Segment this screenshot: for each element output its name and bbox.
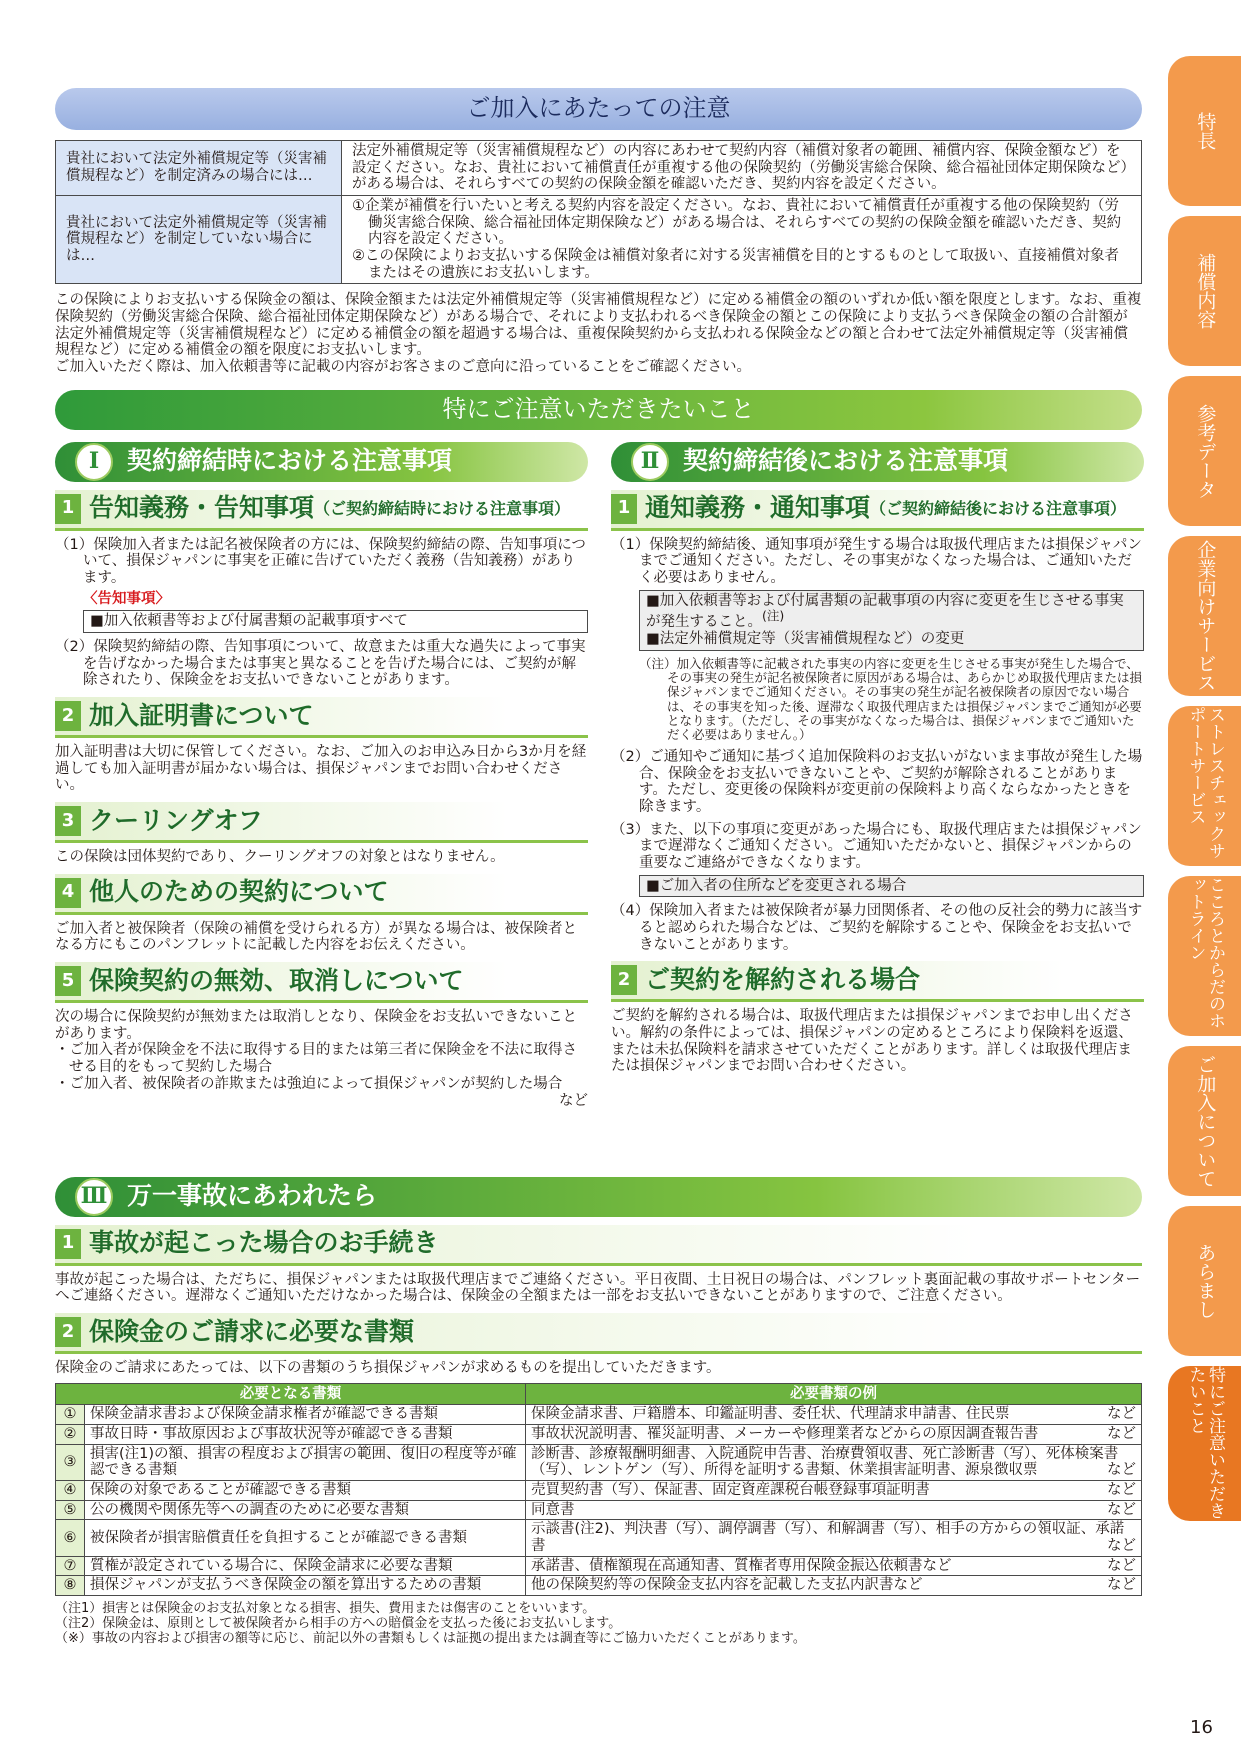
etc-text: など <box>1107 1577 1136 1594</box>
side-tab-label: こころとからだのホットライン <box>1185 876 1226 1029</box>
section-badge: Ⅲ <box>75 1178 113 1216</box>
etc-text: など <box>559 1092 588 1109</box>
subsection-subtitle: （ご契約締結後における注意事項） <box>870 498 1127 518</box>
subsection-header <box>55 1313 1142 1354</box>
notes-paragraph-1: この保険によりお支払いする保険金の額は、保険金額または法定外補償規定等（災害補償規程など）に定める補償金の額のいずれか低い額を限度とします。なお、重複保険契約（労働災害総合保険、総合福祉団体定期保険など）がある場合で、それにより支払われるべき保険金の額とこの保険により支払うべき保険金の額の合計額が法定外補償規定等（災害補償規程など）に定める補償金の額を超過する場合は、重複保険契約から支払われる保険金などの額と合わせて法定外補償規定等（災害補償規程など）に定める補償金の額を限度にお支払いします。 <box>55 292 1142 359</box>
row-number: ③ <box>56 1444 85 1480</box>
table-row <box>56 1405 1142 1425</box>
example-cell <box>526 1520 1142 1556</box>
example-text: 他の保険契約等の保険金支払内容を記載した支払内訳書など <box>531 1577 923 1594</box>
example-text: 示談書(注2)、判決書（写）、調停調書（写）、和解調書（写）、相手の方からの領収証、承諾書 <box>531 1521 1125 1555</box>
subsection-number: 2 <box>611 965 637 995</box>
main-content <box>55 88 1142 1647</box>
section-title: 万一事故にあわれたら <box>127 1181 378 1211</box>
subsection-number: 2 <box>55 1317 81 1347</box>
documents-table <box>55 1383 1142 1596</box>
side-tab-reference-data[interactable] <box>1168 376 1241 526</box>
column-header: 必要となる書類 <box>56 1383 526 1405</box>
paragraph: 事故が起こった場合は、ただちに、損保ジャパンまたは取扱代理店までご連絡ください。平日夜間、土日祝日の場合は、パンフレット裏面記載の事故サポートセンターへご連絡ください。遅滞なくご通知いただけなかった場合は、保険金の全額または一部をお支払いできないことがありますので、ご注意ください。 <box>55 1271 1141 1305</box>
paragraph: （2）保険契約締結の際、告知事項について、故意または重大な過失によって事実を告げなかった場合または事実と異なることを告げた場合には、ご契約が解除されたり、保険金をお支払いできないことがあります。 <box>55 639 586 689</box>
attention-header: 特にご注意いただきたいこと <box>55 390 1142 430</box>
attention-columns <box>55 442 1142 1177</box>
subsection-header <box>611 961 1144 1002</box>
notes-table <box>55 140 1142 284</box>
etc-text: など <box>1107 1482 1136 1499</box>
side-tab-label: 参考データ <box>1194 403 1217 499</box>
table-row <box>56 1481 1142 1501</box>
example-cell <box>526 1425 1142 1445</box>
row-number: ① <box>56 1405 85 1425</box>
doc-cell: 被保険者が損害賠償責任を負担することが確認できる書類 <box>85 1520 526 1556</box>
row-number: ⑦ <box>56 1556 85 1576</box>
notes-label: 貴社において法定外補償規定等（災害補償規程など）を制定済みの場合には… <box>56 141 342 196</box>
notes-item: ②この保険によりお支払いする保険金は補償対象者に対する災害補償を目的とするものとして取扱い、直接補償対象者またはその遺族にお支払いします。 <box>352 248 1119 281</box>
section-3-header <box>55 1177 1142 1217</box>
side-tab-label: 企業向けサービス <box>1194 540 1217 692</box>
subsection-title: 他人のための契約について <box>89 877 389 907</box>
bullet-item: ・ご加入者、被保険者の詐欺または強迫によって損保ジャパンが契約した場合 <box>55 1075 563 1092</box>
etc-text: など <box>1107 1426 1136 1443</box>
subsection-title: 事故が起こった場合のお手続き <box>89 1228 439 1258</box>
table-header-row <box>56 1383 1142 1405</box>
notification-box <box>639 590 1144 651</box>
subsection-number: 3 <box>55 806 81 836</box>
subsection-number: 4 <box>55 878 81 908</box>
side-tab-label: 特長 <box>1194 112 1217 150</box>
notes-content <box>342 196 1142 284</box>
table-row <box>56 1520 1142 1556</box>
etc-text: など <box>1107 1501 1136 1518</box>
paragraph: ご契約を解約される場合は、取扱代理店または損保ジャパンまでお申し出ください。解約の条件によっては、損保ジャパンの定めるところにより保険料を返還、または未払保険料を請求させていただくことがあります。詳しくは取扱代理店または損保ジャパンまでお問い合わせください。 <box>611 1008 1133 1075</box>
notification-item: ■法定外補償規定等（災害補償規程など）の変更 <box>646 630 965 647</box>
notes-label: 貴社において法定外補償規定等（災害補償規程など）を制定していない場合には… <box>56 196 342 284</box>
etc-text: など <box>1107 1538 1136 1555</box>
subsection-number: 5 <box>55 966 81 996</box>
row-number: ④ <box>56 1481 85 1501</box>
row-number: ⑧ <box>56 1576 85 1596</box>
example-text: 同意書 <box>531 1501 575 1518</box>
side-tab-stress-check[interactable] <box>1168 706 1241 866</box>
doc-cell: 損害(注1)の額、損害の程度および損害の範囲、復旧の程度等が確認できる書類 <box>85 1444 526 1480</box>
side-tab-outline[interactable] <box>1168 1206 1241 1356</box>
side-tab-label: ご加入について <box>1194 1054 1217 1188</box>
example-text: 事故状況説明書、罹災証明書、メーカーや修理業者などからの原因調査報告書 <box>531 1426 1039 1443</box>
subsection-header <box>55 697 588 738</box>
example-cell <box>526 1481 1142 1501</box>
row-number: ⑥ <box>56 1520 85 1556</box>
paragraph: （2）ご通知やご通知に基づく追加保険料のお支払いがないまま事故が発生した場合、保険金をお支払いできないことや、ご契約が解除されることがあります。ただし、変更後の保険料が変更前の保険料より高くならなかったときを除きます。 <box>611 748 1143 815</box>
bullet-item: ・ご加入者が保険金を不法に取得する目的または第三者に保険金を不法に取得させる目的をもって契約した場合 <box>55 1042 577 1076</box>
example-cell <box>526 1556 1142 1576</box>
etc-text: など <box>1107 1462 1136 1479</box>
subsection-number: 1 <box>55 494 81 524</box>
subsection-number: 1 <box>55 1229 81 1259</box>
subsection-header <box>611 490 1144 531</box>
side-tab-features[interactable] <box>1168 56 1241 206</box>
notes-paragraph <box>55 292 1142 375</box>
page-number: 16 <box>1190 1717 1213 1738</box>
example-text: 承諾書、債権額現在高通知書、質権者専用保険金振込依頼書など <box>531 1557 952 1574</box>
example-text: 売買契約書（写）、保証書、固定資産課税台帳登録事項証明書 <box>531 1482 930 1499</box>
notes-content: 法定外補償規定等（災害補償規程など）の内容にあわせて契約内容（補償対象者の範囲、補償内容、保険金額など）を設定ください。なお、貴社において補償責任が重複する他の保険契約（労働災害総合保険、総合福祉団体定期保険など）がある場合は、それらすべての契約の保険金額を確認いただき、契約内容を設定ください。 <box>342 141 1142 196</box>
table-row <box>56 1425 1142 1445</box>
section-title: 契約締結時における注意事項 <box>127 446 453 476</box>
subsection-subtitle: （ご契約締結時における注意事項） <box>314 498 571 518</box>
notification-item: ■加入依頼書等および付属書類の記載事項の内容に変更を生じさせる事実が発生すること。 <box>646 592 1124 631</box>
table-row <box>56 1444 1142 1480</box>
subsection-title: 保険金のご請求に必要な書類 <box>89 1316 415 1346</box>
notes-item: ①企業が補償を行いたいと考える契約内容を設定ください。なお、貴社において補償責任が重複する他の保険契約（労働災害総合保険、総合福祉団体定期保険など）がある場合は、それらすべての契約の保険金額を確認いただき、契約内容を設定ください。 <box>352 198 1122 248</box>
paragraph: （1）保険契約締結後、通知事項が発生する場合は取扱代理店または損保ジャパンまでご通知ください。ただし、その事実がなくなった場合は、ご通知いただく必要はありません。 <box>611 536 1142 587</box>
footnotes <box>55 1602 1142 1647</box>
footnote: （注1）損害とは保険金のお支払対象となる損害、損失、費用または傷害のことをいいます。 <box>55 1601 596 1617</box>
paragraph: （4）保険加入者または被保険者が暴力団関係者、その他の反社会的勢力に該当すると認められた場合などは、ご契約を解除することや、保険金をお支払いできないことがあります。 <box>611 903 1143 953</box>
subsection-header <box>55 490 588 531</box>
etc-text: など <box>1107 1406 1136 1423</box>
table-row <box>56 196 1142 284</box>
doc-cell: 質権が設定されている場合に、保険金請求に必要な書類 <box>85 1556 526 1576</box>
notes-header: ご加入にあたっての注意 <box>55 88 1142 130</box>
subsection-header <box>55 802 588 843</box>
disclosure-label: 〈告知事項〉 <box>83 590 170 607</box>
column-header: 必要書類の例 <box>526 1383 1142 1405</box>
subsection-title: 加入証明書について <box>89 700 314 730</box>
section-badge: Ⅱ <box>631 443 669 481</box>
subsection-title: ご契約を解約される場合 <box>645 964 921 994</box>
subsection-number: 2 <box>55 701 81 731</box>
section-1-header <box>55 442 588 482</box>
paragraph: 保険金のご請求にあたっては、以下の書類のうち損保ジャパンが求めるものを提出していただきます。 <box>55 1360 721 1377</box>
side-tab-coverage[interactable] <box>1168 216 1241 366</box>
doc-cell: 保険金請求書および保険金請求権者が確認できる書類 <box>85 1405 526 1425</box>
subsection-number: 1 <box>611 494 637 524</box>
paragraph: この保険は団体契約であり、クーリングオフの対象とはなりません。 <box>55 849 505 866</box>
doc-cell: 事故日時・事故原因および事故状況等が確認できる書類 <box>85 1425 526 1445</box>
etc-text: など <box>1107 1557 1136 1574</box>
doc-cell: 公の機関や関係先等への調査のために必要な書類 <box>85 1500 526 1520</box>
footnote: （※）事故の内容および損害の額等に応じ、前記以外の書類もしくは証拠の提出または調査等にご協力いただくことがあります。 <box>55 1631 806 1647</box>
disclosure-box: ■加入依頼書等および付属書類の記載事項すべて <box>83 610 588 633</box>
row-number: ② <box>56 1425 85 1445</box>
subsection-title: 保険契約の無効、取消しについて <box>89 965 464 995</box>
section-2 <box>611 442 1144 1075</box>
table-row <box>56 141 1142 196</box>
table-row <box>56 1576 1142 1596</box>
side-tab-enrollment[interactable] <box>1168 1046 1241 1196</box>
section-1 <box>55 442 588 1109</box>
subsection-title: 通知義務・通知事項 <box>645 493 871 523</box>
paragraph: 加入証明書は大切に保管してください。なお、ご加入のお申込み日から3か月を経過しても加入証明書が届かない場合は、損保ジャパンまでお問い合わせください。 <box>55 744 587 794</box>
side-tab-hotline[interactable] <box>1168 876 1241 1036</box>
doc-cell: 保険の対象であることが確認できる書類 <box>85 1481 526 1501</box>
section-badge: Ⅰ <box>75 443 113 481</box>
note-paragraph: （注）加入依頼書等に記載された事実の内容に変更を生じさせる事実が発生した場合で、その事実の発生が記名被保険者に原因がある場合は、あらかじめ取扱代理店または損保ジャパンまでご通知ください。その事実の発生が記名被保険者の原因でない場合は、その事実を知った後、遅滞なく取扱代理店または損保ジャパンまでご通知が必要となります。（ただし、その事実がなくなった場合は、損保ジャパンまでご通知いただく必要はありません。） <box>639 655 1143 743</box>
side-tab-label: ストレスチェックサポートサービス <box>1185 706 1226 859</box>
section-2-header <box>611 442 1144 482</box>
example-text: 診断書、診療報酬明細書、入院通院申告書、治療費領収書、死亡診断書（写）、死体検案書（写）、レントゲン（写）、所得を証明する書類、休業損害証明書、源泉徴収票 <box>531 1445 1119 1479</box>
note-mark: (注) <box>762 608 785 624</box>
paragraph: （1）保険加入者または記名被保険者の方には、保険契約締結の際、告知事項について、損保ジャパンに事実を正確に告げていただく義務（告知義務）があります。 <box>55 536 586 587</box>
subsection-header <box>55 1225 1142 1266</box>
example-cell <box>526 1405 1142 1425</box>
section-title: 契約締結後における注意事項 <box>683 446 1009 476</box>
table-row <box>56 1500 1142 1520</box>
side-tab-label: あらまし <box>1194 1243 1217 1319</box>
side-tab-attention[interactable] <box>1168 1366 1241 1521</box>
side-tab-corporate-services[interactable] <box>1168 536 1241 696</box>
notes-paragraph-2: ご加入いただく際は、加入依頼書等に記載の内容がお客さまのご意向に沿っていることをご確認ください。 <box>55 359 751 376</box>
paragraph: （3）また、以下の事項に変更があった場合にも、取扱代理店または損保ジャパンまで遅滞なくご通知ください。ご通知いただかないと、損保ジャパンからの重要なご連絡ができなくなります。 <box>611 821 1142 871</box>
example-cell <box>526 1500 1142 1520</box>
footnote: （注2）保険金は、原則として被保険者から相手の方への賠償金を支払った後にお支払いします。 <box>55 1616 622 1632</box>
subsection-title: 告知義務・告知事項 <box>89 493 315 523</box>
row-number: ⑤ <box>56 1500 85 1520</box>
subsection-header <box>55 874 588 915</box>
paragraph: 次の場合に保険契約が無効または取消しとなり、保険金をお支払いできないことがあります。 <box>55 1009 577 1042</box>
subsection-title: クーリングオフ <box>89 805 263 835</box>
subsection-header <box>55 962 588 1003</box>
example-text: 保険金請求書、戸籍謄本、印鑑証明書、委任状、代理請求申請書、住民票 <box>531 1406 1010 1423</box>
example-cell <box>526 1576 1142 1596</box>
paragraph: ご加入者と被保険者（保険の補償を受けられる方）が異なる場合は、被保険者となる方にもこのパンフレットに記載した内容をお伝えください。 <box>55 920 577 954</box>
side-tab-label: 特にご注意いただきたいこと <box>1185 1366 1226 1519</box>
side-tab-label: 補償内容 <box>1194 253 1217 329</box>
doc-cell: 損保ジャパンが支払うべき保険金の額を算出するための書類 <box>85 1576 526 1596</box>
address-box: ■ご加入者の住所などを変更される場合 <box>639 875 1144 898</box>
example-cell <box>526 1444 1142 1480</box>
table-row <box>56 1556 1142 1576</box>
